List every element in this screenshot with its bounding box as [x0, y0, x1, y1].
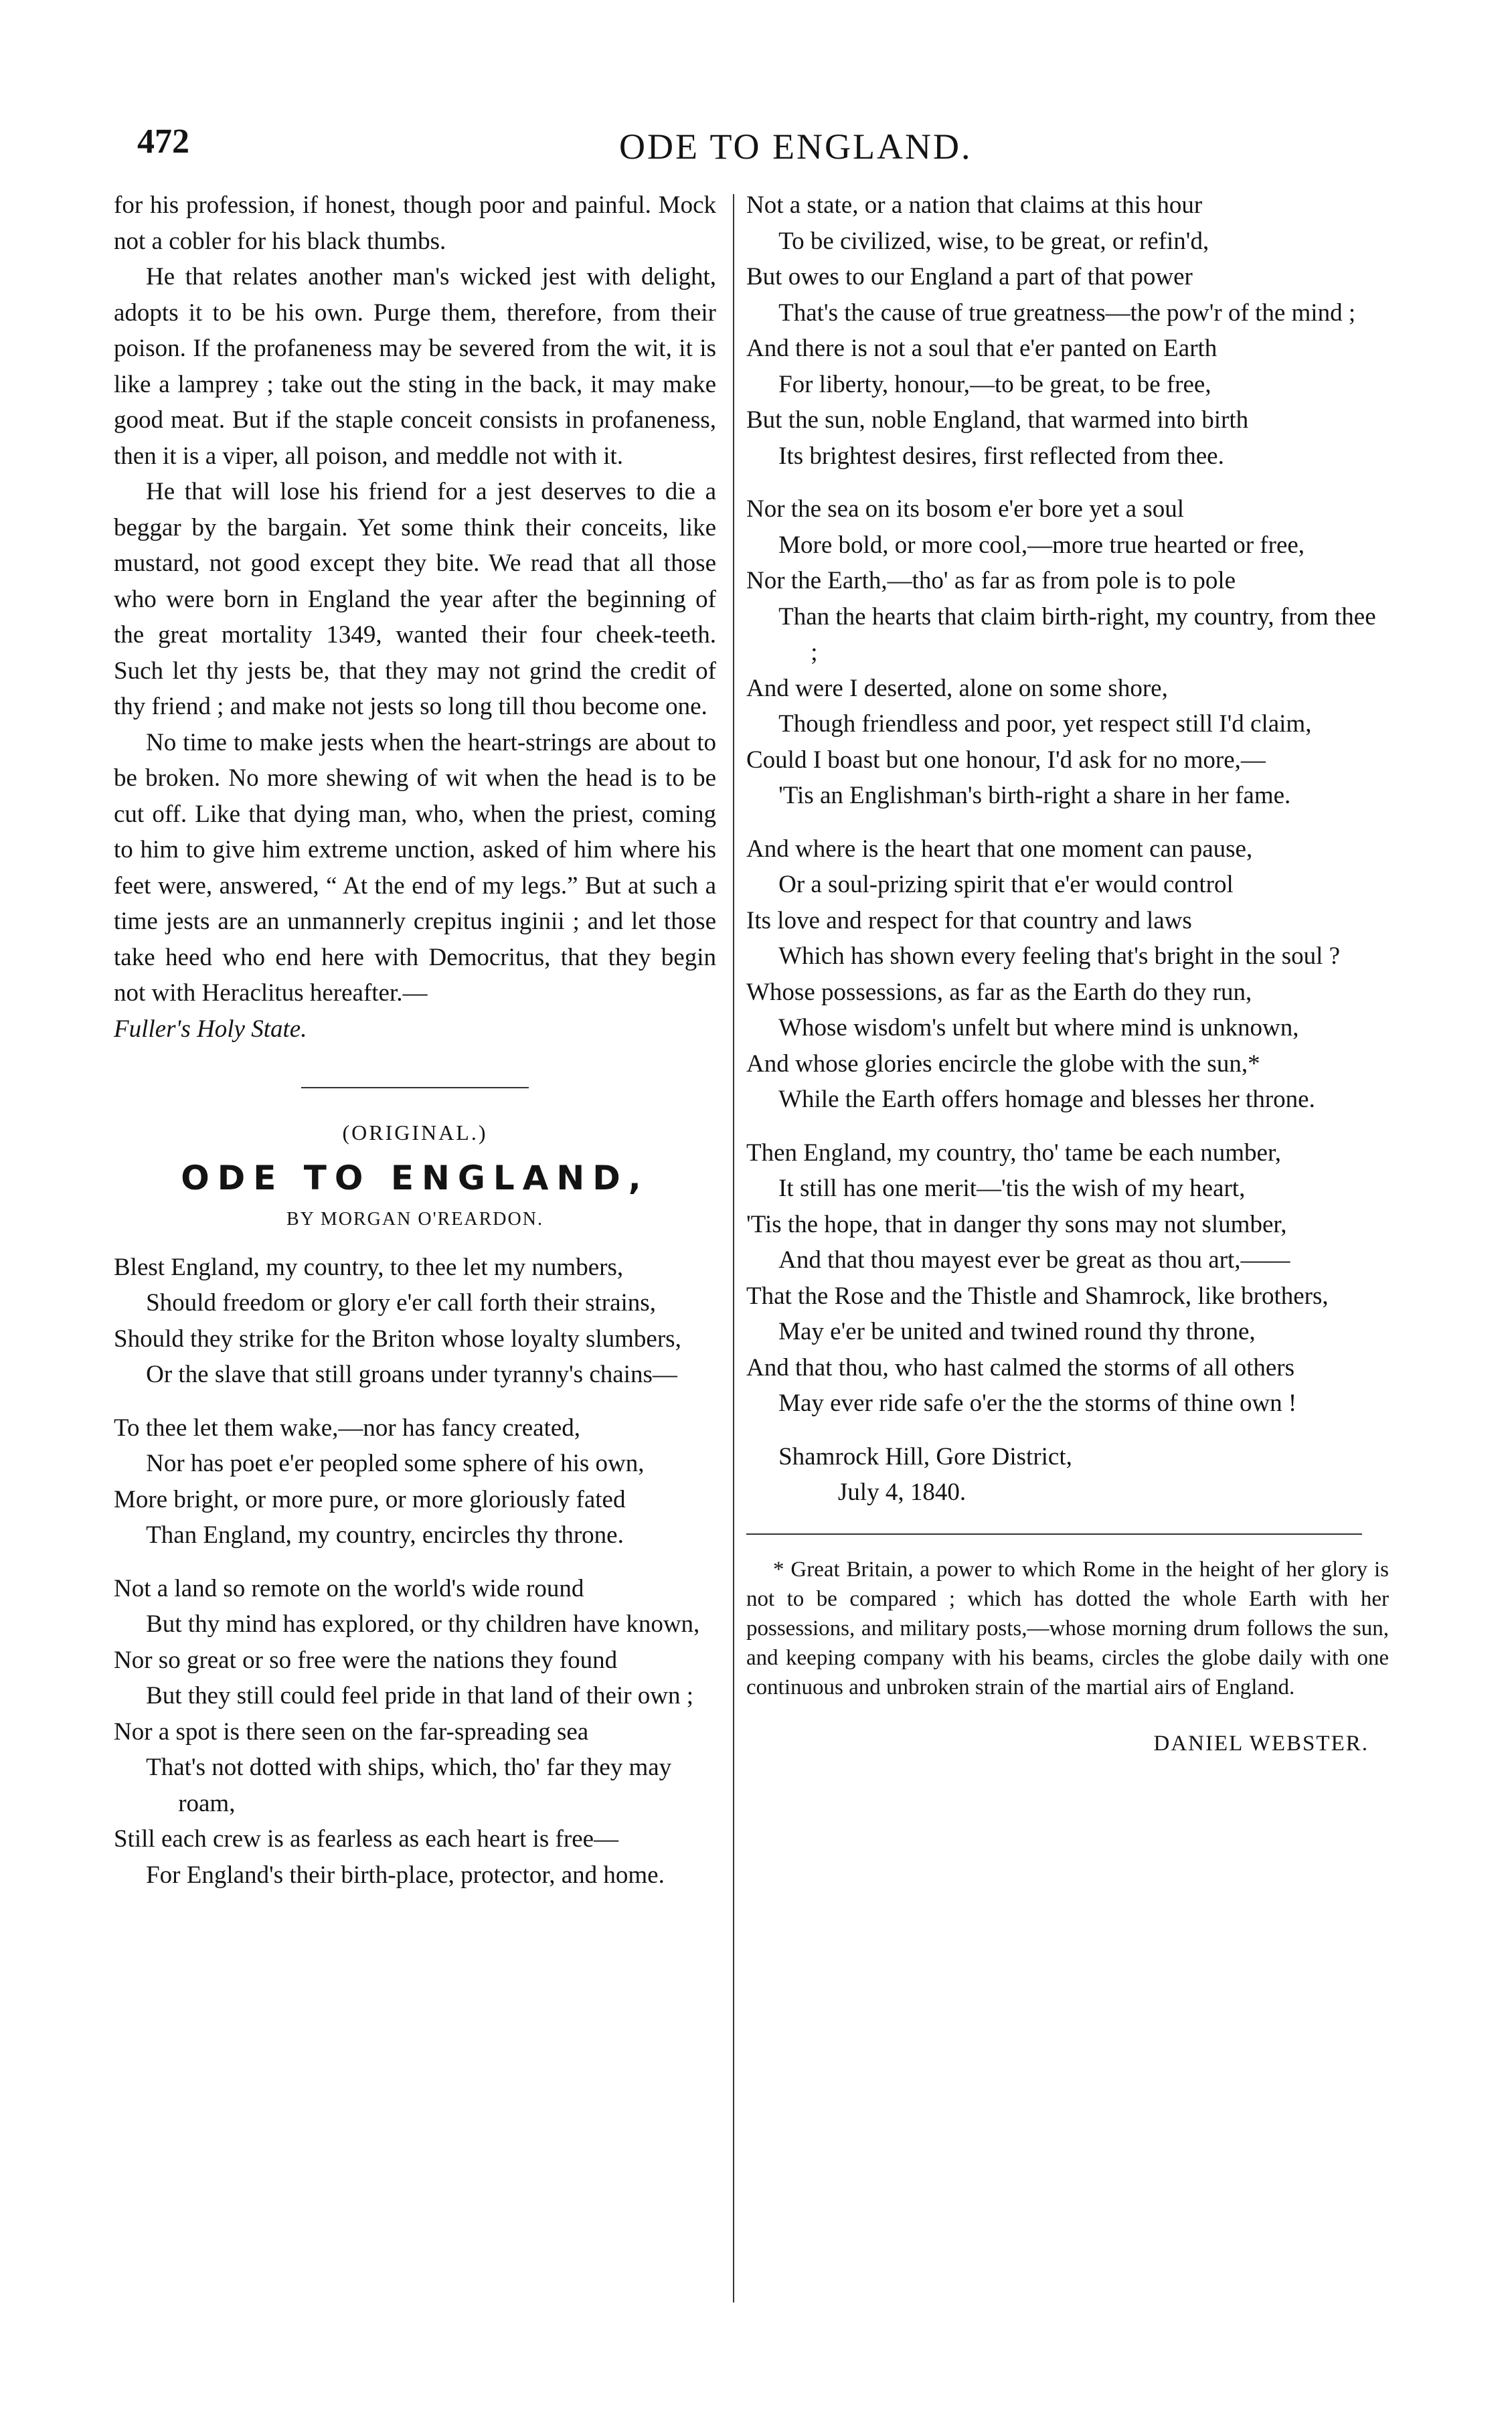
verse-line: Than the hearts that claim birth-right, my country, from thee ;: [778, 602, 1376, 666]
stanza: [114, 1410, 716, 1554]
verse-line: May e'er be united and twined round thy throne,: [778, 1318, 1256, 1345]
stanza: [114, 1571, 716, 1894]
verse-line: For England's their birth-place, protector, and home.: [146, 1861, 665, 1889]
poem-byline: BY MORGAN O'REARDON.: [286, 1209, 543, 1230]
verse-line: But thy mind has explored, or thy children have known,: [146, 1610, 700, 1638]
verse-line: Nor the sea on its bosom e'er bore yet a soul: [746, 495, 1185, 523]
verse-line: Its love and respect for that country and laws: [746, 906, 1192, 934]
verse-line: Though friendless and poor, yet respect still I'd claim,: [778, 710, 1312, 738]
left-column: [114, 187, 716, 1910]
verse-line: And that thou mayest ever be great as thou art,——: [778, 1246, 1290, 1274]
verse-line: Or the slave that still groans under tyranny's chains—: [146, 1361, 677, 1388]
verse-line: More bold, or more cool,—more true hearted or free,: [778, 531, 1305, 559]
verse-line: That's not dotted with ships, which, tho' far they may roam,: [146, 1754, 672, 1817]
verse-line: Nor has poet e'er peopled some sphere of his own,: [146, 1450, 645, 1477]
verse-line: Whose possessions, as far as the Earth do they run,: [746, 978, 1252, 1006]
verse-line: And where is the heart that one moment can pause,: [746, 835, 1253, 863]
verse-line: And were I deserted, alone on some shore,: [746, 674, 1168, 702]
verse-line: Nor the Earth,—tho' as far as from pole is to pole: [746, 567, 1236, 594]
verse-line: May ever ride safe o'er the the storms of thine own !: [778, 1390, 1297, 1417]
footnote-rule: [746, 1533, 1362, 1535]
verse-line: But they still could feel pride in that land of their own ;: [146, 1682, 694, 1709]
verse-line: Whose wisdom's unfelt but where mind is unknown,: [778, 1014, 1299, 1041]
stanza: [746, 187, 1389, 474]
verse-line: More bright, or more pure, or more gloriously fated: [114, 1485, 626, 1513]
verse-line: Or a soul-prizing spirit that e'er would control: [778, 871, 1234, 898]
page-number: 472: [137, 122, 189, 161]
verse-line: And there is not a soul that e'er panted on Earth: [746, 335, 1217, 362]
verse-line: But owes to our England a part of that power: [746, 263, 1193, 290]
verse-line: Than England, my country, encircles thy throne.: [146, 1521, 624, 1549]
right-column: [746, 187, 1389, 1762]
verse-line: 'Tis the hope, that in danger thy sons may not slumber,: [746, 1210, 1287, 1238]
verse-line: Then England, my country, tho' tame be each number,: [746, 1139, 1282, 1167]
verse-line: And whose glories encircle the globe with the sun,*: [746, 1050, 1260, 1078]
verse-line: It still has one merit—'tis the wish of my heart,: [778, 1175, 1246, 1202]
stanza: [114, 1250, 716, 1393]
stanza: [746, 1135, 1389, 1422]
verse-line: Not a state, or a nation that claims at this hour: [746, 191, 1203, 219]
section-separator: [301, 1087, 529, 1088]
poem-dateline: [746, 1439, 1389, 1511]
verse-line: 'Tis an Englishman's birth-right a share in her fame.: [778, 782, 1291, 809]
source-attribution: Fuller's Holy State.: [114, 1015, 307, 1043]
verse-line: That's the cause of true greatness—the pow'r of the mind ;: [778, 299, 1356, 327]
footnote: * Great Britain, a power to which Rome in the height of her glory is not to be compared ; which has dotted the whole Earth with her possessions, and military posts,—whose morning drum follows the sun, and keeping company with his beams, circles the globe daily with one continuous and unbroken strain of the martial airs of England.: [746, 1557, 1389, 1699]
prose-paragraph: for his profession, if honest, though poor and painful. Mock not a cobler for his black thumbs.: [114, 191, 716, 255]
footnote-signature: DANIEL WEBSTER.: [1153, 1731, 1369, 1756]
prose-paragraph: No time to make jests when the heart-strings are about to be broken. No more shewing of wit when the head is to be cut off. Like that dying man, who, when the priest, coming to him to give him extreme unction, asked of him where his feet were, answered, “ At the end of my legs.” But at such a time jests are an unmannerly crepitus inginii ; and let those take heed who end here with Democritus, that they begin not with Heraclitus hereafter.—: [114, 728, 716, 1007]
verse-line: Should they strike for the Briton whose loyalty slumbers,: [114, 1325, 681, 1353]
verse-line: For liberty, honour,—to be great, to be free,: [778, 370, 1211, 398]
prose-section: [114, 187, 716, 1047]
verse-line: Nor a spot is there seen on the far-spreading sea: [114, 1717, 589, 1746]
original-label: (ORIGINAL.): [342, 1120, 488, 1145]
dateline-date: July 4, 1840.: [837, 1479, 967, 1506]
stanza: [746, 491, 1389, 814]
verse-line: Not a land so remote on the world's wide round: [114, 1574, 584, 1602]
verse-line: Still each crew is as fearless as each heart is free—: [114, 1825, 619, 1853]
verse-line: To be civilized, wise, to be great, or refin'd,: [778, 227, 1209, 255]
verse-line: But the sun, noble England, that warmed into birth: [746, 406, 1249, 434]
verse-line: Could I boast but one honour, I'd ask for no more,—: [746, 746, 1266, 774]
verse-line: And that thou, who hast calmed the storms of all others: [746, 1353, 1294, 1381]
verse-line: Its brightest desires, first reflected from thee.: [778, 442, 1224, 470]
prose-paragraph: He that will lose his friend for a jest deserves to die a beggar by the bargain. Yet some think their conceits, like mustard, not good except they bite. We read that all those who were born in England the year after the beginning of the great mortality 1349, wanted their four cheek-teeth. Such let thy jests be, that they may not grind the credit of thy friend ; and make not jests so long till thou become one.: [114, 478, 716, 720]
page-header: [137, 122, 1382, 175]
column-divider: [733, 194, 734, 2302]
running-title: ODE TO ENGLAND.: [619, 127, 973, 167]
verse-line: To thee let them wake,—nor has fancy created,: [114, 1414, 581, 1442]
prose-paragraph: He that relates another man's wicked jest with delight, adopts it to be his own. Purge them, therefore, from their poison. If the profaneness may be severed from the wit, it is like a lamprey ; take out the sting in the back, it may make good meat. But if the staple conceit consists in profaneness, then it is a viper, all poison, and meddle not with it.: [114, 263, 716, 470]
verse-line: That the Rose and the Thistle and Shamrock, like brothers,: [746, 1282, 1329, 1310]
verse-line: Should freedom or glory e'er call forth their strains,: [146, 1289, 656, 1317]
stanza: [746, 831, 1389, 1118]
verse-line: Which has shown every feeling that's bright in the soul ?: [778, 942, 1341, 970]
verse-line: While the Earth offers homage and blesses her throne.: [778, 1086, 1315, 1113]
poem-title: ODE TO ENGLAND,: [181, 1158, 649, 1197]
dateline-place: Shamrock Hill, Gore District,: [778, 1442, 1072, 1471]
verse-line: Blest England, my country, to thee let my numbers,: [114, 1253, 624, 1281]
verse-line: Nor so great or so free were the nations they found: [114, 1646, 618, 1674]
